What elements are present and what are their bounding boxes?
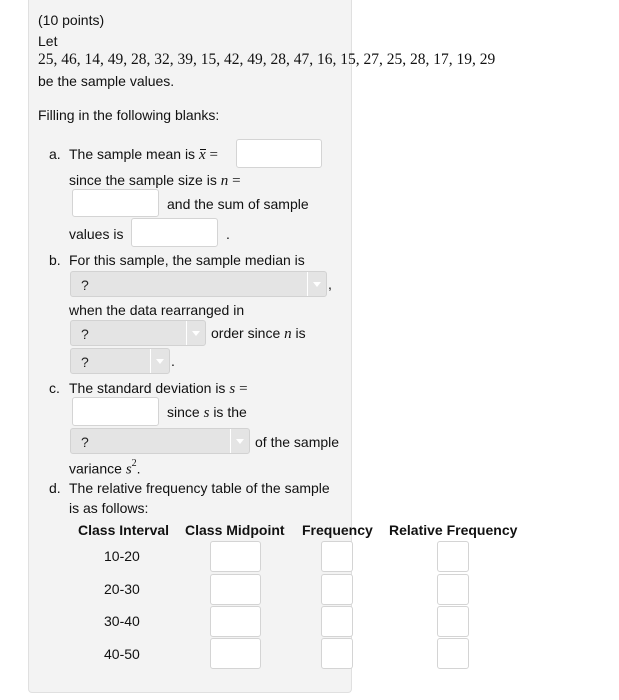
- chevron-down-icon: [307, 272, 326, 296]
- sample-mean-input[interactable]: [236, 139, 322, 168]
- period: .: [136, 460, 141, 477]
- sample-values-suffix: be the sample values.: [38, 73, 175, 89]
- variance-text: variance: [69, 460, 122, 477]
- relative-frequency-input[interactable]: [437, 638, 469, 669]
- is-the-text: is the: [213, 404, 247, 420]
- since-text: since: [167, 404, 200, 420]
- relation-select[interactable]: [70, 428, 250, 454]
- of-the-sample-label: of the sample: [255, 434, 340, 450]
- n-symbol: n: [220, 173, 229, 189]
- variance-line: [69, 460, 141, 479]
- relation-select-value: ?: [81, 434, 89, 450]
- parity-select[interactable]: [70, 348, 170, 374]
- std-dev-label: The standard deviation is: [69, 380, 226, 396]
- median-select-value: ?: [81, 277, 89, 293]
- instruction-text: Filling in the following blanks:: [38, 107, 220, 123]
- header-class-midpoint: Class Midpoint: [185, 522, 285, 538]
- values-is-label: values is: [69, 226, 124, 242]
- part-d-marker: d.: [49, 480, 61, 496]
- table-intro-line2: is as follows:: [69, 500, 149, 516]
- let-label: Let: [38, 33, 58, 49]
- n-symbol: n: [284, 326, 292, 342]
- interval-cell: 30-40: [104, 613, 140, 629]
- header-relative-frequency: Relative Frequency: [389, 522, 518, 538]
- exponent: 2: [131, 458, 137, 469]
- median-label: For this sample, the sample median is: [69, 252, 305, 268]
- part-a-marker: a.: [49, 146, 61, 162]
- sample-size-label: since the sample size is: [69, 172, 217, 188]
- s-symbol: s: [203, 405, 210, 421]
- part-a-line2: [69, 172, 241, 190]
- part-b-marker: b.: [49, 252, 61, 268]
- equals-sign: =: [232, 173, 241, 189]
- sample-values: 25, 46, 14, 49, 28, 32, 39, 15, 42, 49, 28, 47, 16, 15, 27, 25, 28, 17, 19, 29: [38, 51, 496, 68]
- comma: ,: [328, 276, 332, 292]
- frequency-input[interactable]: [321, 606, 353, 637]
- sum-label: and the sum of sample: [167, 196, 309, 212]
- chevron-down-icon: [150, 349, 169, 373]
- period: .: [226, 226, 230, 242]
- xbar-symbol: x: [198, 147, 206, 163]
- order-select[interactable]: [70, 320, 206, 346]
- chevron-down-icon: [230, 429, 249, 453]
- s-symbol: s: [125, 461, 132, 478]
- period: .: [171, 353, 175, 369]
- is-text: is: [295, 325, 306, 341]
- midpoint-input[interactable]: [210, 638, 261, 669]
- relative-frequency-input[interactable]: [437, 606, 469, 637]
- since-s-line: [167, 404, 247, 422]
- interval-cell: 40-50: [104, 646, 140, 662]
- part-c-marker: c.: [49, 380, 60, 396]
- header-frequency: Frequency: [302, 522, 373, 538]
- order-since-label: [211, 325, 306, 343]
- midpoint-input[interactable]: [210, 541, 261, 572]
- rearranged-label: when the data rearranged in: [69, 302, 245, 318]
- equals-sign: =: [209, 147, 218, 163]
- question-panel: [28, 0, 352, 693]
- part-a-line1: [69, 146, 218, 164]
- order-since-text: order since: [211, 325, 281, 341]
- midpoint-input[interactable]: [210, 606, 261, 637]
- chevron-down-icon: [186, 321, 205, 345]
- table-intro-line1: The relative frequency table of the sample: [69, 480, 330, 496]
- frequency-input[interactable]: [321, 638, 353, 669]
- std-dev-input[interactable]: [72, 397, 159, 426]
- midpoint-input[interactable]: [210, 574, 261, 605]
- sample-mean-label: The sample mean is: [69, 146, 196, 162]
- std-dev-line: [69, 380, 248, 398]
- s-symbol: s: [229, 381, 236, 397]
- relative-frequency-input[interactable]: [437, 574, 469, 605]
- equals-sign: =: [239, 381, 248, 397]
- relative-frequency-input[interactable]: [437, 541, 469, 572]
- sample-size-input[interactable]: [72, 189, 159, 217]
- parity-select-value: ?: [81, 354, 89, 370]
- interval-cell: 10-20: [104, 548, 140, 564]
- order-select-value: ?: [81, 326, 89, 342]
- median-select[interactable]: [70, 271, 327, 297]
- question-points: (10 points): [38, 12, 105, 28]
- frequency-input[interactable]: [321, 541, 353, 572]
- sum-input[interactable]: [131, 218, 218, 247]
- header-class-interval: Class Interval: [78, 522, 170, 538]
- interval-cell: 20-30: [104, 581, 140, 597]
- frequency-input[interactable]: [321, 574, 353, 605]
